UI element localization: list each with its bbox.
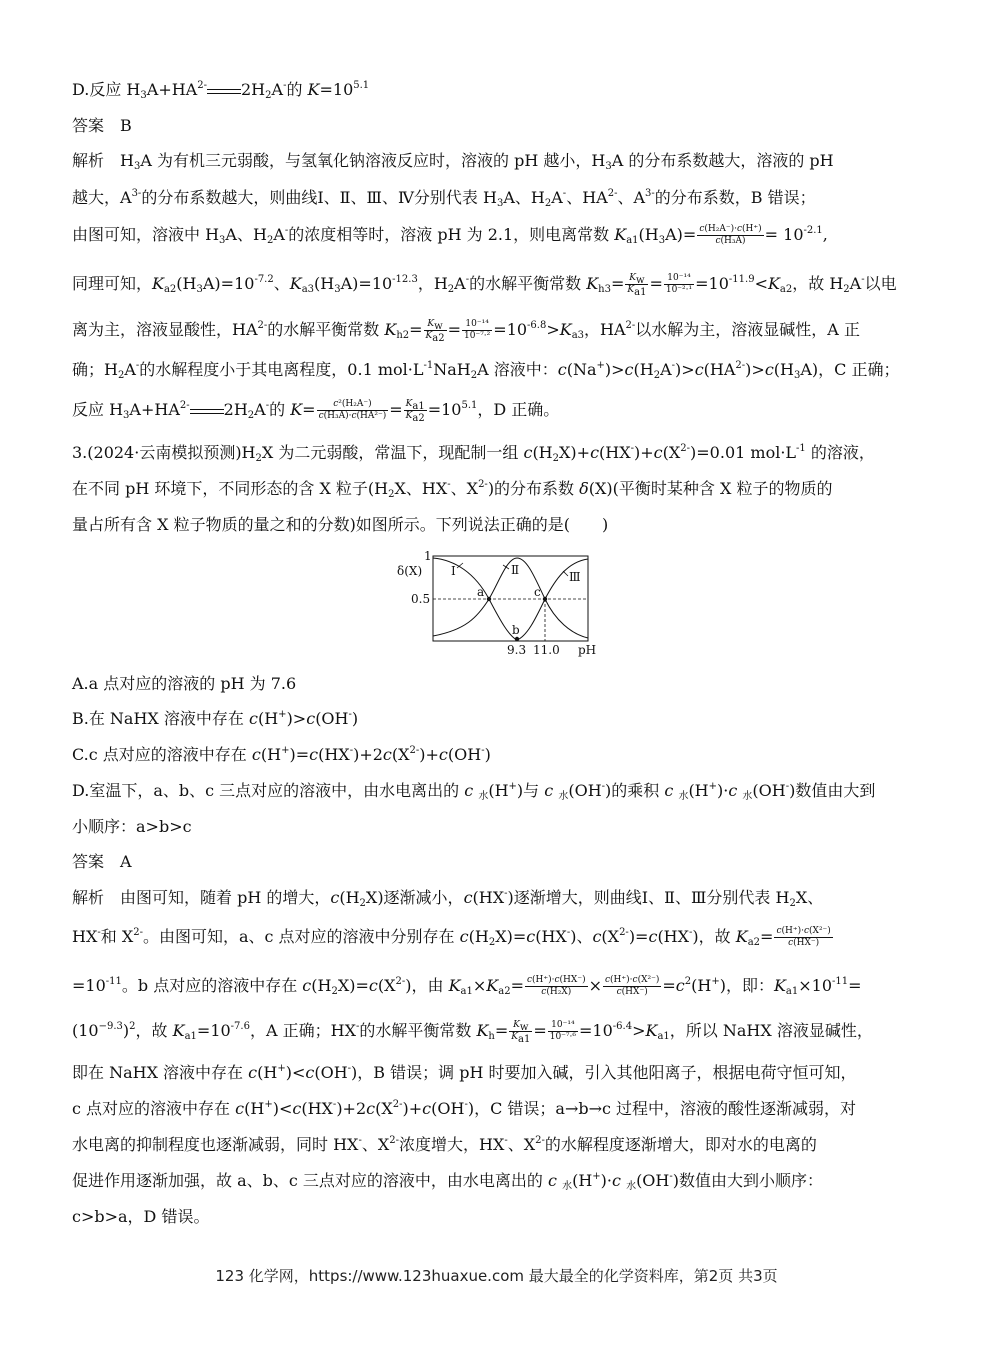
q2-analysis-line: 离为主，溶液显酸性，$HA^{2-}$的水解平衡常数 $K_{h2}=$ $\frac{K_w}{K_{a2}}$ = $\frac{\text{10⁻¹⁴}}{\text{10⁻⁷·²}}$ $=10^{-6.8}>K_{a3}$，$HA^{2-}$以水解为主，溶液显碱性，A 正	[72, 319, 860, 344]
point-c	[543, 597, 547, 601]
distribution-chart	[395, 548, 615, 663]
q3-analysis-line: $(10^{-9.3})^2$，故 $K_{a1}=10^{-7.6}$，A 正确；HX-的水解平衡常数 $K_h=$ $\frac{K_w}{K_{a1}}$ = $\frac{\text{10⁻¹⁴}}{\text{10⁻⁷·⁶}}$ $=10^{-6.4}>K_{a1}$，所以 NaHX 溶液显碱性，	[72, 1020, 873, 1045]
curve-label-leader	[503, 565, 509, 569]
q3-option-b: B.在 NaHX 溶液中存在 c(H+)>c(OH-)	[72, 709, 359, 728]
point-a	[487, 597, 491, 601]
point-b	[515, 637, 519, 641]
point-label-a: a	[477, 585, 485, 599]
q2-analysis-line: 解析 $H_3A$ 为有机三元弱酸，与氢氧化钠溶液反应时，溶液的 pH 越小，$H_3A$ 的分布系数越大，溶液的 pH	[72, 151, 834, 172]
equilibrium-arrow-icon	[190, 406, 224, 416]
q3-option-a: A.a 点对应的溶液的 pH 为 7.6	[72, 674, 297, 693]
q3-analysis-line: $=10^{-11}$。b 点对应的溶液中存在 $c(H_2X)=c(X^{2-})$，由 $K_{a1}\times K_{a2}=$ $\frac{c(H^+)\cdot c(HX^-)}{\text{c(H₂X)}}$ × $\frac{\text{c(H⁺)·c(X²⁻)}}{c(HX^-)}$ $=c^2(H^+)$，即：$K_{a1}\times 10^{-11}=$	[72, 975, 862, 997]
q2-analysis-line: 越大，$A^{3-}$的分布系数越大，则曲线Ⅰ、Ⅱ、Ⅲ、Ⅳ分别代表 $H_3A$、$H_2A^-$、$HA^{2-}$、$A^{3-}$的分布系数，B 错误；	[72, 188, 816, 209]
q2-analysis-line: 由图可知，溶液中 $H_3A$、$H_2A^-$的浓度相等时，溶液 pH 为 2.1，则电离常数 $K_{a1}(H_3A)=$ $\frac{\text{c(H₂A⁻)·c(H⁺)}}{\text{c(H₃A)}}$ = $10^{-2.1}$,	[72, 224, 828, 246]
curve-label-II: Ⅱ	[511, 563, 520, 577]
q3-analysis-line: HX-和 $X^{2-}$。由图可知，a、c 点对应的溶液中分别存在 $c(H_2X)=c(HX^-)$、$c(X^{2-})=c(HX^-)$，故 $K_{a2}=$ $\frac{\text{c(H⁺)·c(X²⁻)}}{c(HX^-)}$	[72, 926, 831, 948]
q3-analysis-line: c 点对应的溶液中存在 $c(H^+)<c(HX^-)+2c(X^{2-})+c(OH^-)$，C 错误；a→b→c 过程中，溶液的酸性逐渐减弱，对	[72, 1099, 857, 1118]
q2-analysis-line: 同理可知，$K_{a2}(H_3A)=10^{-7.2}$、$K_{a3}(H_3A)=10^{-12.3}$，$H_2A^-$的水解平衡常数 $K_{h3}=$ $\frac{K_w}{K_{a1}}$ = $\frac{\text{10⁻¹⁴}}{\text{10⁻²·¹}}$ $=10^{-11.9}<K_{a2}$，故 $H_2A^-$以电	[72, 273, 897, 298]
q2-option-d: D.反应 $H_3A+HA^{2-}$ $2H_2A^-$的 $K=10^{5.1}$	[72, 80, 370, 101]
y-tick-label: 1	[424, 549, 432, 563]
q3-analysis-line: 解析 由图可知，随着 pH 的增大，$c(H_2X)$逐渐减小，c(HX-)逐渐增大，则曲线Ⅰ、Ⅱ、Ⅲ分别代表 $H_2X$、	[72, 888, 824, 909]
x-tick-label: 11.0	[533, 643, 560, 657]
x-axis-label: pH	[578, 643, 597, 657]
curve-label-leader	[563, 571, 568, 576]
q2-analysis-line: 反应 $H_3A+HA^{2-}$ $2H_2A^-$的 K= $\frac{\text{c²(H₂A⁻)}}{\text{c(H₃A)·c(HA²⁻)}}$ = $\frac{K_{a1}}{K_{a2}}$ $=10^{5.1}$，D 正确。	[72, 399, 560, 424]
q3-analysis-line: c>b>a，D 错误。	[72, 1207, 210, 1226]
point-label-b: b	[512, 623, 520, 637]
q3-option-c: C.c 点对应的溶液中存在 $c(H^+)=c(HX^-)+2c(X^{2-})+c(OH^-)$	[72, 745, 491, 764]
page-footer: 123 化学网，https://www.123huaxue.com 最大最全的化学资料库，第2页 共3页	[215, 1267, 778, 1285]
q3-option-d: D.室温下，a、b、c 三点对应的溶液中，由水电离出的 c $_水$(H+)与 c $_水$(OH-)的乘积 c $_水$(H+)·c $_水$(OH-)数值由大到	[72, 781, 876, 802]
q3-answer: 答案 A	[72, 852, 132, 871]
q3-analysis-line: 促进作用逐渐加强，故 a、b、c 三点对应的溶液中，由水电离出的 c $_水$(H+)·c $_水$(OH-)数值由大到小顺序：	[72, 1171, 824, 1192]
curve-label-I: Ⅰ	[451, 564, 456, 578]
y-tick-label: 0.5	[411, 592, 431, 606]
point-label-c: c	[534, 585, 541, 599]
q3-option-d-cont: 小顺序：a>b>c	[72, 817, 192, 836]
q3-stem: 在不同 pH 环境下，不同形态的含 X 粒子($H_2X$、HX-、$X^{2-}$)的分布系数 δ(X)(平衡时某种含 X 粒子的物质的	[72, 479, 833, 500]
q3-analysis-line: 即在 NaHX 溶液中存在 c(H+)<c(OH-)，B 错误；调 pH 时要加入碱，引入其他阳离子，根据电荷守恒可知，	[72, 1063, 857, 1082]
q3-stem: 3.(2024·云南模拟预测)$H_2X$ 为二元弱酸，常温下，现配制一组 $c(H_2X)+c(HX^-)+c(X^{2-})=0.01$ $mol\cdot L^{-1}$ 的溶液，	[72, 443, 875, 464]
curve-label-III: Ⅲ	[569, 570, 581, 584]
q3-stem: 量占所有含 X 粒子物质的量之和的分数)如图所示。下列说法正确的是( )	[72, 515, 609, 534]
q3-analysis-line: 水电离的抑制程度也逐渐减弱，同时 HX-、$X^{2-}$浓度增大，HX-、$X^{2-}$的水解程度逐渐增大，即对水的电离的	[72, 1135, 817, 1154]
y-axis-label: δ(X)	[397, 564, 423, 578]
q2-analysis-line: 确；$H_2A^-$的水解程度小于其电离程度，0.1 $mol\cdot L^{-1}NaH_2A$ 溶液中：$c(Na^+)>c(H_2A^-)>c(HA^{2-})>c(H_3A)$，C 正确；	[72, 360, 900, 381]
x-tick-label: 9.3	[507, 643, 527, 657]
equilibrium-arrow-icon	[207, 86, 241, 96]
q2-answer: 答案 B	[72, 116, 132, 135]
